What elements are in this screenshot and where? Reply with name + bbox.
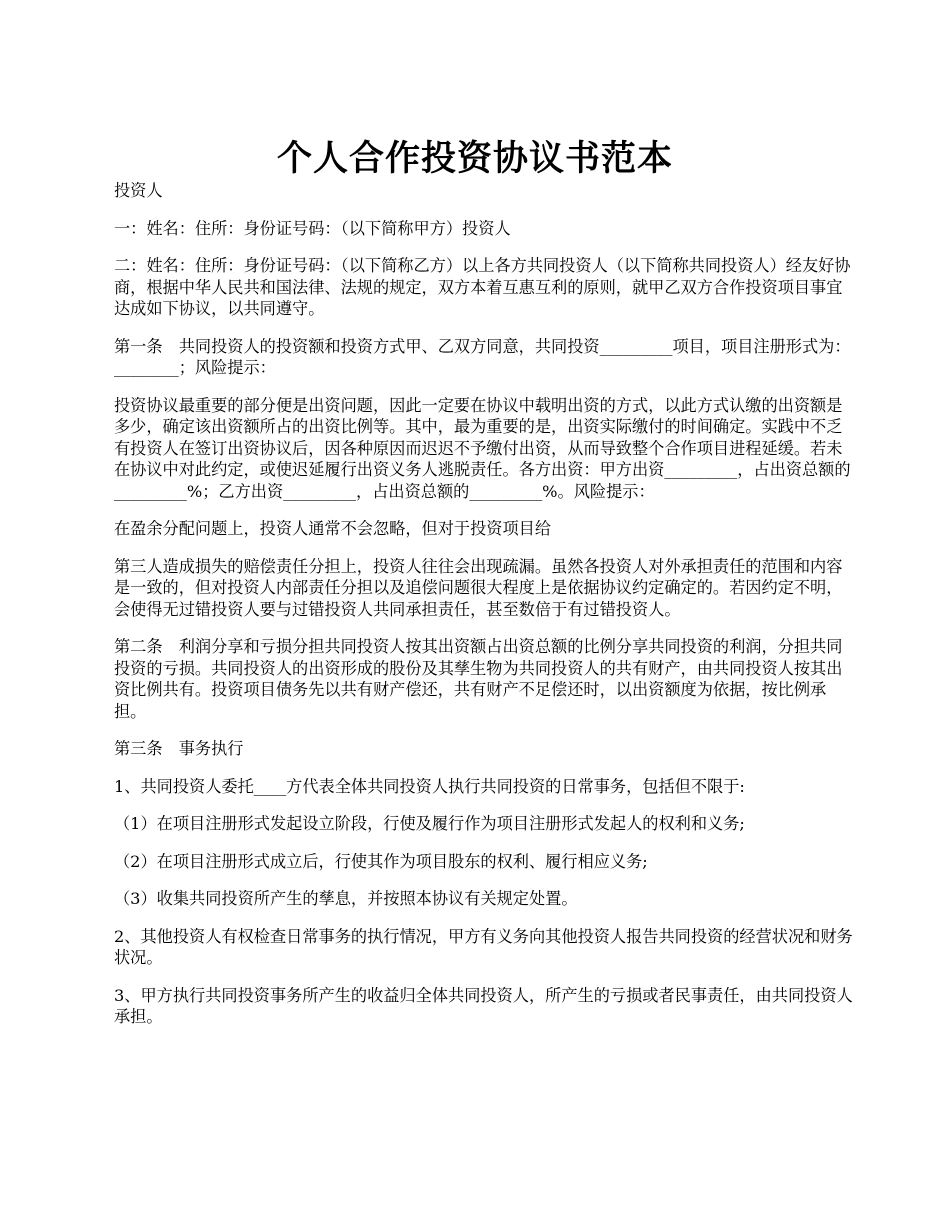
paragraph-article-2: 第二条 利润分享和亏损分担共同投资人按其出资额占出资总额的比例分享共同投资的利润，分担共同投资的亏损。共同投资人的出资形成的股份及其孳生物为共同投资人的共有财产，由共同投资人按其出资比例共有。投资项目债务先以共有财产偿还，共有财产不足偿还时，以出资额度为依据，按比例承担。 [114, 637, 843, 721]
paragraph-party-b: 二：姓名：住所：身份证号码：（以下简称乙方）以上各方共同投资人（以下简称共同投资人）经友好协商，根据中华人民共和国法律、法规的规定，双方本着互惠互利的原则，就甲乙双方合作投资项目事宜达成如下协议，以共同遵守。 [114, 256, 851, 318]
paragraph-party-a: 一：姓名：住所：身份证号码：（以下简称甲方）投资人 [114, 218, 511, 238]
paragraph-contribution-notes: 投资协议最重要的部分便是出资问题，因此一定要在协议中载明出资的方式，以此方式认缴的出资额是多少，确定该出资额所占的出资比例等。其中，最为重要的是，出资实际缴付的时间确定。实践中不乏有投资人在签订出资协议后，因各种原因而迟迟不予缴付出资，从而导致整个合作项目进程延缓。若未在协议中对此约定，或使迟延履行出资义务人逃脱责任。各方出资：甲方出资_________，占出资总额的_________%；乙方出资_________，占出资总额的_________%。风险提示： [114, 395, 851, 501]
paragraph-article-1: 第一条 共同投资人的投资额和投资方式甲、乙双方同意，共同投资_________项目，项目注册形式为：________；风险提示： [114, 336, 851, 377]
paragraph-clause-3-1-c: （3）收集共同投资所产生的孳息，并按照本协议有关规定处置。 [114, 889, 578, 908]
paragraph-article-3: 第三条 事务执行 [114, 739, 244, 758]
paragraph-profit-risk: 在盈余分配问题上，投资人通常不会忽略，但对于投资项目给 [114, 519, 552, 538]
paragraph-liability: 第三人造成损失的赔偿责任分担上，投资人往往会出现疏漏。虽然各投资人对外承担责任的范围和内容是一致的，但对投资人内部责任分担以及追偿问题很大程度上是依据协议约定确定的。若因约定不明，会使得无过错投资人要与过错投资人共同承担责任，甚至数倍于有过错投资人。 [114, 556, 843, 619]
paragraph-clause-3-2: 2、其他投资人有权检查日常事务的执行情况，甲方有义务向其他投资人报告共同投资的经营状况和财务状况。 [114, 926, 853, 967]
paragraph-clause-3-1: 1、共同投资人委托____方代表全体共同投资人执行共同投资的日常事务，包括但不限于: [114, 776, 745, 796]
paragraph-clause-3-1-a: （1）在项目注册形式发起设立阶段，行使及履行作为项目注册形式发起人的权利和义务; [114, 814, 745, 833]
document-body [114, 180, 854, 1044]
paragraph-investors-heading: 投资人 [114, 181, 163, 200]
document-title: 个人合作投资协议书范本 [276, 138, 673, 180]
paragraph-clause-3-3: 3、甲方执行共同投资事务所产生的收益归全体共同投资人，所产生的亏损或者民事责任，由共同投资人承担。 [114, 985, 853, 1026]
paragraph-clause-3-1-b: （2）在项目注册形式成立后，行使其作为项目股东的权利、履行相应义务; [114, 851, 648, 871]
